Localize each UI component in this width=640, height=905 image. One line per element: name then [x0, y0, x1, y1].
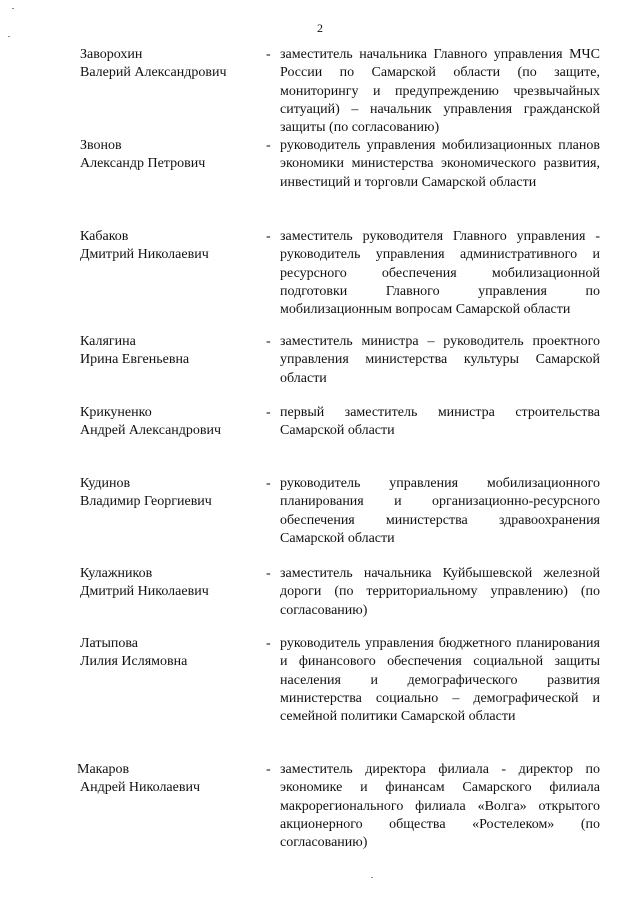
dash: - [266, 636, 271, 651]
given-name: Андрей Александрович [80, 423, 222, 439]
given-name: Александр Петрович [80, 156, 206, 172]
person-name [80, 565, 270, 602]
surname: Калягина [80, 334, 136, 349]
given-name: Владимир Георгиевич [80, 494, 212, 510]
person-name [80, 635, 270, 672]
dash: - [266, 47, 271, 62]
person-name [80, 137, 270, 174]
dash: - [266, 405, 271, 420]
position-description: заместитель начальника Главного управления МЧС России по Самарской области (по защите, мониторингу и предупреждению чрезвычайных ситуаций) – начальник управления гражданской защиты (по согласованию) [280, 47, 600, 136]
scan-speck [12, 8, 14, 9]
surname: Кабаков [80, 229, 129, 244]
given-name: Валерий Александрович [80, 65, 227, 81]
scan-speck [8, 36, 10, 37]
position-description: руководитель управления мобилизационного планирования и организационно-ресурсного обеспечения министерства здравоохранения Самарской области [280, 476, 600, 546]
given-name: Андрей Николаевич [80, 780, 200, 796]
person-name [80, 404, 270, 441]
person-name [77, 761, 267, 798]
position-description: заместитель министра – руководитель проектного управления министерства культуры Самарской области [280, 334, 600, 386]
dash: - [266, 138, 271, 153]
position-description: руководитель управления мобилизационных планов экономики министерства экономического развития, инвестиций и торговли Самарской области [280, 138, 600, 190]
dash: - [266, 476, 271, 491]
dash: - [266, 566, 271, 581]
surname: Заворохин [80, 47, 143, 62]
given-name: Ирина Евгеньевна [80, 352, 190, 368]
given-name: Дмитрий Николаевич [80, 247, 209, 263]
dash: - [266, 334, 271, 349]
surname: Кудинов [80, 476, 131, 491]
position-description: заместитель начальника Куйбышевской железной дороги (по территориальному управлению) (по согласованию) [280, 566, 600, 618]
surname: Макаров [77, 762, 130, 777]
person-name [80, 228, 270, 265]
surname: Крикуненко [80, 405, 152, 420]
dash: - [266, 229, 271, 244]
position-description: заместитель директора филиала - директор по экономике и финансам Самарского филиала макрорегионального филиала «Волга» открытого акционерного общества «Ростелеком» (по согласованию) [280, 762, 600, 851]
dash: - [266, 762, 271, 777]
scan-speck [371, 877, 373, 878]
surname: Звонов [80, 138, 122, 153]
person-name [80, 46, 270, 83]
given-name: Лилия Ислямовна [80, 654, 188, 670]
person-name [80, 333, 270, 370]
surname: Латыпова [80, 636, 139, 651]
position-description: заместитель руководителя Главного управления - руководитель управления административного и ресурсного обеспечения мобилизационной подготовки Главного управления по мобилизационным вопросам Самарской области [280, 229, 600, 318]
person-name [80, 475, 270, 512]
position-description: первый заместитель министра строительства Самарской области [280, 405, 600, 439]
given-name: Дмитрий Николаевич [80, 584, 209, 600]
surname: Кулажников [80, 566, 153, 581]
page-number: 2 [317, 21, 323, 35]
position-description: руководитель управления бюджетного планирования и финансового обеспечения социальной защиты населения и демографического развития министерства социально – демографической и семейной политики Самарской области [280, 636, 600, 725]
